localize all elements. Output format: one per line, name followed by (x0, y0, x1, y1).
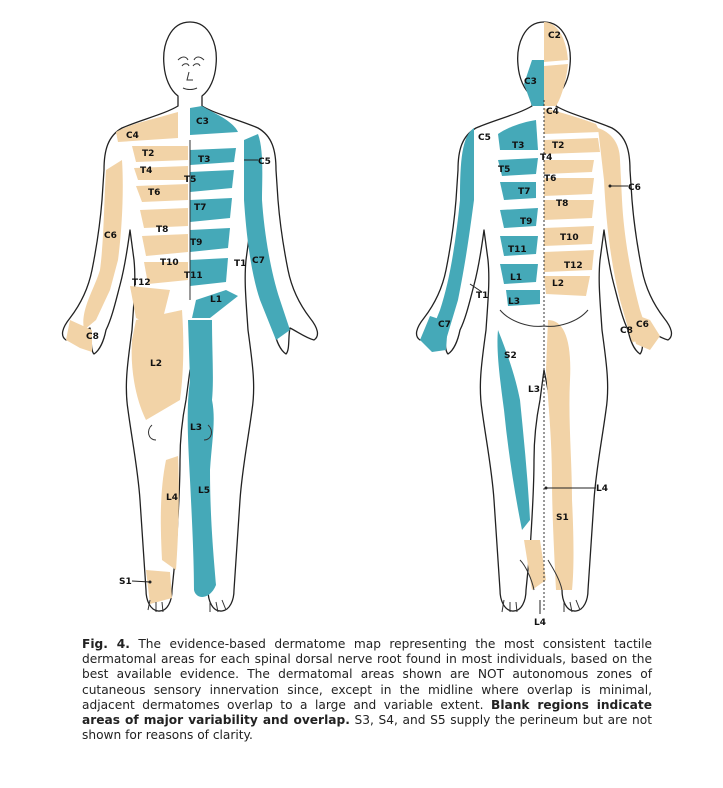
front-label-t4: T4 (140, 166, 153, 176)
front-label-t9: T9 (190, 238, 203, 248)
back-label-c8: C8 (620, 326, 633, 336)
back-label-t6: T6 (544, 174, 557, 184)
back-label-l1: L1 (510, 273, 522, 283)
back-label-t8: T8 (556, 199, 569, 209)
front-label-c8: C8 (86, 332, 99, 342)
front-label-c4: C4 (126, 131, 139, 141)
back-label-t12: T12 (564, 261, 583, 271)
back-label-t5: T5 (498, 165, 511, 175)
back-label-t3: T3 (512, 141, 525, 151)
back-label-c6: C6 (628, 183, 641, 193)
front-label-t12: T12 (132, 278, 151, 288)
back-label-l3a: L3 (508, 297, 520, 307)
back-label-c2: C2 (548, 31, 561, 41)
front-label-t8: T8 (156, 225, 169, 235)
front-label-t3: T3 (198, 155, 211, 165)
back-label-l4-lower: L4 (534, 618, 546, 628)
front-label-t5: T5 (184, 175, 197, 185)
back-label-t2: T2 (552, 141, 565, 151)
caption-text-2: S3, S4, and S5 supply the perineum but are not shown for reasons of clarity. (82, 713, 652, 743)
back-label-t9: T9 (520, 217, 533, 227)
back-label-s2: S2 (504, 351, 517, 361)
front-label-t7: T7 (194, 203, 207, 213)
front-label-t1: T1 (234, 259, 247, 269)
back-label-t4: T4 (540, 153, 553, 163)
front-label-t11: T11 (184, 271, 203, 281)
back-body-figure (417, 22, 672, 612)
figure-number: Fig. 4. (82, 637, 130, 651)
front-label-s1: S1 (119, 577, 132, 587)
back-label-t10: T10 (560, 233, 579, 243)
front-label-t2: T2 (142, 149, 155, 159)
front-label-l2: L2 (150, 359, 162, 369)
back-label-s1: S1 (556, 513, 569, 523)
front-body-figure (63, 22, 318, 612)
front-label-c6: C6 (104, 231, 117, 241)
back-label-l4-upper: L4 (596, 484, 608, 494)
front-label-l3: L3 (190, 423, 202, 433)
back-label-c3: C3 (524, 77, 537, 87)
back-label-c6b: C6 (636, 320, 649, 330)
front-label-c5: C5 (258, 157, 271, 167)
front-label-t6: T6 (148, 188, 161, 198)
front-label-t10: T10 (160, 258, 179, 268)
back-label-l3b: L3 (528, 385, 540, 395)
caption-text-1: The evidence-based dermatome map representing the most consistent tactile dermatomal areas for each spinal dorsal nerve root found in most individuals, based on the best available evidence. The dermatomal areas shown are NOT autonomous zones of cutaneous sensory innervation since, except in the midline where overlap is minimal, adjacent dermatomes overlap to a large and variable extent. (82, 637, 652, 712)
front-label-l1: L1 (210, 295, 222, 305)
back-label-c5: C5 (478, 133, 491, 143)
back-label-t11: T11 (508, 245, 527, 255)
front-label-c7: C7 (252, 256, 265, 266)
back-label-c7: C7 (438, 320, 451, 330)
front-label-c3: C3 (196, 117, 209, 127)
back-label-l2: L2 (552, 279, 564, 289)
caption-text-bold: Blank regions indicate areas of major variability and overlap. (82, 697, 652, 728)
back-label-t1: T1 (476, 291, 489, 301)
front-label-l4: L4 (166, 493, 178, 503)
back-label-t7: T7 (518, 187, 531, 197)
front-label-l5: L5 (198, 486, 210, 496)
figure-caption (82, 637, 652, 743)
back-label-c4: C4 (546, 107, 559, 117)
